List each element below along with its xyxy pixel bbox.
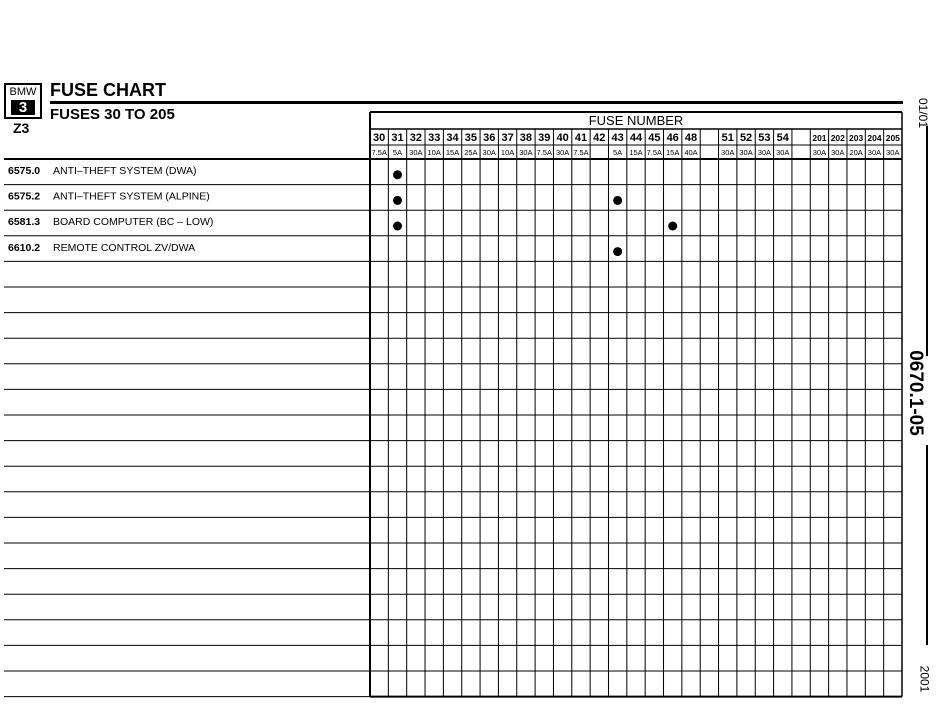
fuse-number-label: 38	[519, 132, 533, 144]
fuse-dot-marker	[393, 196, 402, 205]
fuse-rating-label: 30A	[721, 148, 735, 157]
fuse-rating-label: 15A	[666, 148, 680, 157]
fuse-number-label: 201	[812, 133, 827, 143]
fuse-rating-label: 10A	[500, 148, 515, 157]
fuse-number-label: 202	[830, 133, 845, 143]
fuse-rating-label: 30A	[757, 148, 772, 157]
fuse-rating-label: 5A	[392, 148, 403, 157]
fuse-rating-label: 40A	[684, 148, 698, 157]
side-section-code: 0670.1-05	[905, 350, 927, 436]
fuse-rating-label: 15A	[629, 148, 643, 157]
side-year: 2001	[917, 665, 932, 693]
fuse-number-label: 32	[409, 132, 422, 144]
fuse-number-label: 54	[776, 132, 789, 144]
fuse-rating-label: 7.5A	[573, 148, 589, 157]
side-date: 01/01	[915, 97, 930, 129]
fuse-number-label: 33	[428, 132, 441, 144]
fuse-number-label: 203	[849, 133, 864, 143]
circuit-description: REMOTE CONTROL ZV/DWA	[53, 241, 196, 254]
fuse-number-label: 48	[684, 132, 698, 144]
fuse-number-label: 51	[721, 132, 734, 144]
fuse-number-label: 43	[611, 132, 624, 144]
fuse-rating-label: 25A	[464, 148, 478, 157]
fuse-rating-label: 30A	[831, 148, 845, 157]
fuse-dot-marker	[613, 247, 622, 256]
fuse-number-label: 36	[483, 132, 496, 144]
fuse-number-label: 41	[574, 132, 588, 144]
fuse-rating-label: 30A	[519, 148, 533, 157]
fuse-number-label: 53	[758, 132, 771, 144]
fuse-rating-label: 30A	[482, 148, 496, 157]
fuse-rating-label: 30A	[812, 148, 827, 157]
page-title: FUSE CHART	[50, 80, 166, 100]
fuse-rating-label: 30A	[867, 148, 882, 157]
circuit-code: 6575.0	[8, 165, 41, 177]
fuse-dot-marker	[668, 222, 677, 231]
fuse-dot-marker	[613, 196, 622, 205]
fuse-rating-label: 7.5A	[646, 148, 663, 157]
fuse-rating-label: 30A	[555, 148, 570, 157]
fuse-rating-label: 30A	[776, 148, 790, 157]
fuse-number-label: 44	[629, 132, 643, 144]
fuse-number-label: 35	[464, 132, 478, 144]
circuit-code: 6575.2	[8, 190, 41, 203]
fuse-rating-label: 7.5A	[536, 148, 552, 157]
fuse-number-label: 52	[739, 132, 753, 144]
logo-brand: BMW	[9, 86, 37, 98]
fuse-rating-label: 30A	[886, 148, 900, 157]
fuse-number-label: 30	[373, 132, 386, 144]
logo-series: 3	[11, 100, 35, 115]
fuse-number-label: 40	[556, 132, 569, 144]
fuse-number-label: 204	[867, 133, 882, 143]
circuit-description: BOARD COMPUTER (BC – LOW)	[53, 216, 214, 229]
fuse-dot-marker	[393, 222, 402, 231]
side-rule-top	[926, 126, 928, 356]
fuse-rating-label: 10A	[427, 148, 441, 157]
circuit-description: ANTI–THEFT SYSTEM (DWA)	[53, 165, 197, 177]
model-label: Z3	[13, 120, 30, 136]
circuit-code: 6610.2	[8, 241, 41, 254]
fuse-number-label: 39	[538, 132, 551, 144]
fuse-number-label: 37	[501, 132, 514, 144]
fuse-number-title: FUSE NUMBER	[588, 113, 684, 128]
fuse-number-label: 42	[593, 132, 606, 144]
fuse-rating-label: 7.5A	[371, 148, 387, 157]
fuse-number-label: 205	[885, 133, 900, 143]
fuse-number-label: 34	[446, 132, 459, 144]
fuse-number-label: 46	[666, 132, 679, 144]
circuit-code: 6581.3	[8, 216, 41, 229]
fuse-rating-label: 20A	[849, 148, 863, 157]
fuse-rating-label: 5A	[613, 148, 623, 157]
page-subtitle: FUSES 30 TO 205	[50, 106, 175, 123]
side-rule-bottom	[926, 445, 928, 645]
fuse-number-label: 31	[391, 132, 404, 144]
circuit-description: ANTI–THEFT SYSTEM (ALPINE)	[53, 190, 210, 203]
fuse-rating-label: 15A	[445, 148, 460, 157]
fuse-number-label: 45	[648, 132, 661, 144]
fuse-dot-marker	[393, 170, 402, 179]
fuse-rating-label: 30A	[409, 148, 423, 157]
fuse-rating-label: 30A	[739, 148, 753, 157]
